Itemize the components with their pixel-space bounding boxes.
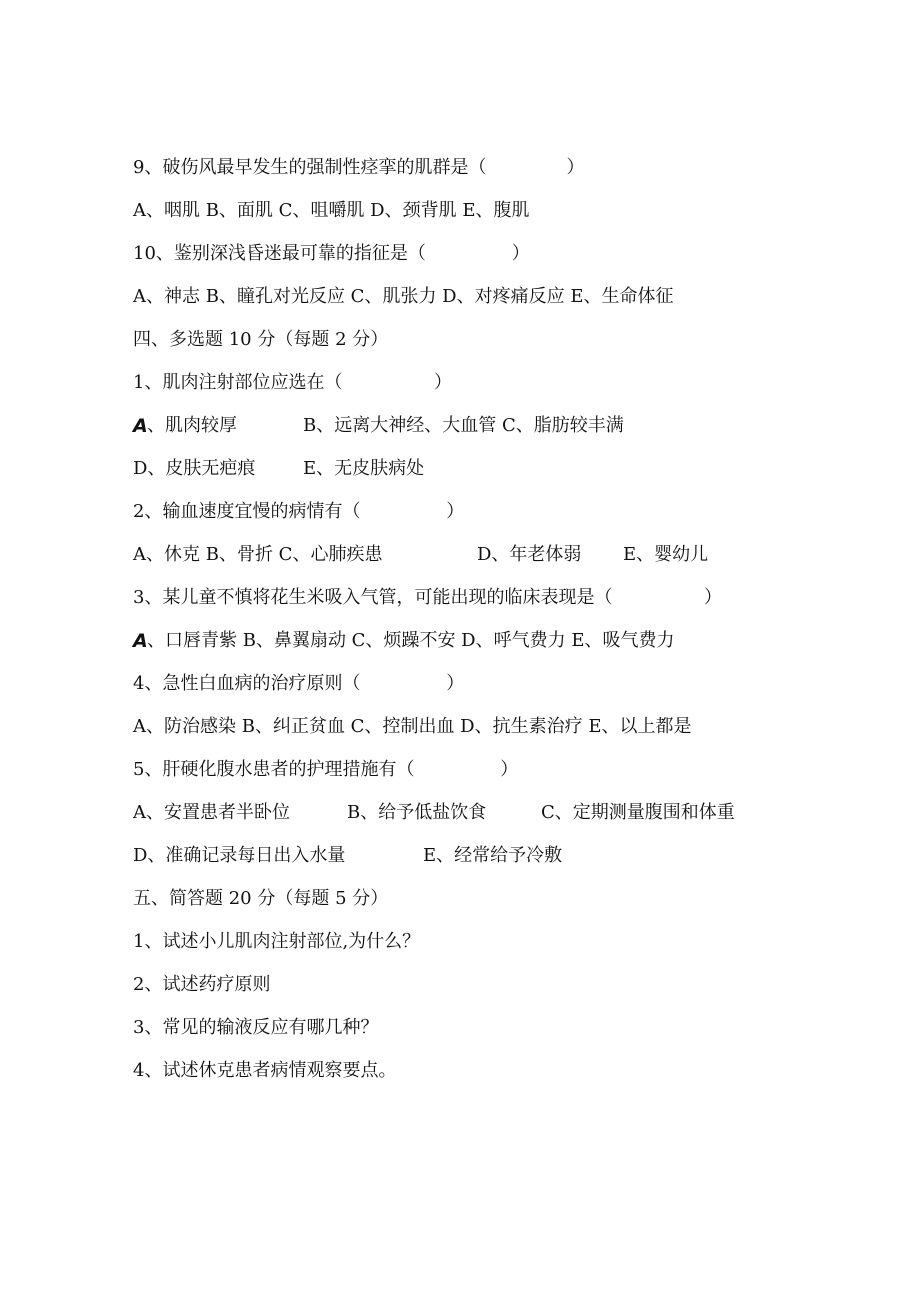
question-10-options: A、神志 B、瞳孔对光反应 C、肌张力 D、对疼痛反应 E、生命体征 — [133, 286, 674, 307]
mc-question-4-options: A、防治感染 B、纠正贫血 C、控制出血 D、抗生素治疗 E、以上都是 — [133, 716, 692, 737]
option-e-text: E、婴幼儿 — [623, 544, 709, 565]
mc-question-5-options-row2 — [133, 844, 833, 868]
option-a-text: A、安置患者半卧位 — [133, 802, 290, 823]
mc-question-4: 4、急性白血病的治疗原则（ ） — [133, 673, 465, 694]
option-b-c-text: B、远离大神经、大血管 C、脂肪较丰满 — [303, 415, 624, 436]
short-question-4: 4、试述休克患者病情观察要点。 — [133, 1060, 397, 1081]
mc-question-3: 3、某儿童不慎将花生米吸入气管，可能出现的临床表现是（ ） — [133, 587, 722, 608]
short-question-1: 1、试述小儿肌肉注射部位,为什么？ — [133, 931, 421, 952]
section-4-heading: 四、多选题 10 分（每题 2 分） — [133, 329, 389, 350]
question-10: 10、鉴别深浅昏迷最可靠的指征是（ ） — [133, 243, 530, 264]
short-question-2: 2、试述药疗原则 — [133, 974, 271, 995]
option-d-text: D、年老体弱 — [477, 544, 582, 565]
question-9: 9、破伤风最早发生的强制性痉挛的肌群是（ ） — [133, 157, 585, 178]
mc-question-2: 2、输血速度宜慢的病情有（ ） — [133, 501, 465, 522]
mc-question-1: 1、肌肉注射部位应选在（ ） — [133, 372, 452, 393]
option-text: 、口唇青紫 B、鼻翼扇动 C、烦躁不安 D、呼气费力 E、吸气费力 — [147, 630, 675, 651]
option-b-text: B、给予低盐饮食 — [347, 802, 487, 823]
mc-question-2-options — [133, 543, 833, 567]
option-d-text: D、准确记录每日出入水量 — [133, 845, 346, 866]
mc-question-1-options-row2 — [133, 457, 833, 481]
option-abc-text: A、休克 B、骨折 C、心肺疾患 — [133, 544, 383, 565]
option-a-text: 、肌肉较厚 — [147, 415, 237, 436]
question-9-options: A、咽肌 B、面肌 C、咀嚼肌 D、颈背肌 E、腹肌 — [133, 200, 530, 221]
option-c-text: C、定期测量腹围和体重 — [541, 802, 735, 823]
option-d-text: D、皮肤无疤痕 — [133, 458, 256, 479]
option-letter-a: A — [133, 415, 148, 437]
option-e-text: E、经常给予冷敷 — [423, 845, 563, 866]
mc-question-1-options-row1 — [133, 414, 833, 438]
short-question-3: 3、常见的输液反应有哪几种？ — [133, 1017, 379, 1038]
mc-question-3-options — [133, 629, 833, 653]
mc-question-5-options-row1 — [133, 801, 833, 825]
mc-question-5: 5、肝硬化腹水患者的护理措施有（ ） — [133, 759, 519, 780]
section-5-heading: 五、简答题 20 分（每题 5 分） — [133, 888, 389, 909]
option-e-text: E、无皮肤病处 — [303, 458, 425, 479]
option-letter-a: A — [133, 630, 148, 652]
